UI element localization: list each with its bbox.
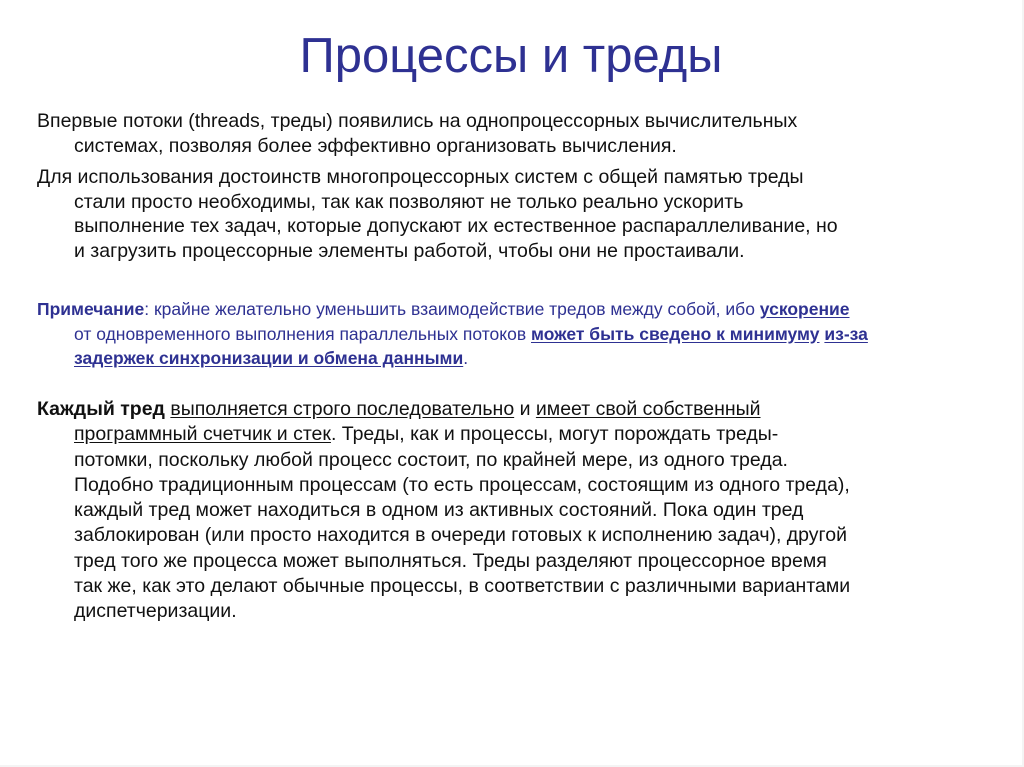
note-emphasis-minimum: может быть сведено к минимуму: [531, 323, 820, 344]
paragraph-multiprocessor: [37, 165, 997, 263]
note-emphasis-speedup: ускорение: [759, 299, 850, 319]
text-line: стали просто необходимы, так как позволяют не только реально ускорить: [74, 190, 744, 213]
note-emphasis-sync-delays: задержек синхронизации и обмена данными: [74, 348, 464, 368]
note-label: Примечание: [37, 299, 145, 319]
underlined-counter-stack: программный счетчик и стек: [74, 423, 331, 446]
text-line: системах, позволяя более эффективно организовать вычисления.: [74, 134, 677, 157]
text-line: выполнение тех задач, которые допускают их естественное распараллеливание, но: [74, 215, 838, 237]
text-line: Для использования достоинств многопроцессорных систем с общей памятью треды: [37, 166, 804, 188]
text-line: Подобно традиционным процессам (то есть процессам, состоящим из одного треда),: [74, 473, 850, 496]
note-text: от одновременного выполнения параллельных потоков: [74, 323, 531, 344]
underlined-sequential: выполняется строго последовательно: [170, 398, 515, 420]
paragraph-each-thread: [37, 397, 997, 625]
note-text: : крайне желательно уменьшить взаимодействие тредов между собой, ибо: [144, 299, 760, 319]
text-line: [37, 322, 997, 347]
paragraph-threads-origin: [37, 109, 997, 158]
text-line: каждый тред может находиться в одном из активных состояний. Пока один тред: [74, 499, 804, 522]
text-and: и: [514, 398, 536, 420]
text-line: так же, как это делают обычные процессы, в соответствии с различными вариантами: [74, 575, 851, 598]
text-line: [37, 297, 997, 322]
text-line: диспетчеризации.: [74, 600, 237, 623]
text-line: заблокирован (или просто находится в очереди готовых к исполнению задач), другой: [74, 524, 847, 547]
bold-lead: Каждый тред: [37, 398, 165, 420]
text-segment: . Треды, как и процессы, могут порождать треды-: [330, 423, 779, 446]
text-line: Впервые потоки (threads, треды) появились на однопроцессорных вычислительных: [37, 110, 798, 132]
text-line: потомки, поскольку любой процесс состоит, по крайней мере, из одного треда.: [74, 448, 788, 471]
note-paragraph: [37, 297, 997, 371]
text-line: [37, 397, 997, 422]
text-line: [37, 422, 997, 447]
text-line: и загрузить процессорные элементы работой, чтобы они не простаивали.: [74, 239, 745, 262]
underlined-own: имеет свой собственный: [535, 398, 761, 420]
text-line: тред того же процесса может выполняться. Треды разделяют процессорное время: [74, 549, 827, 572]
note-period: .: [463, 348, 469, 368]
slide-title: Процессы и треды: [299, 29, 723, 83]
note-emphasis-due-to: из-за: [824, 323, 868, 344]
text-line: [37, 346, 997, 371]
